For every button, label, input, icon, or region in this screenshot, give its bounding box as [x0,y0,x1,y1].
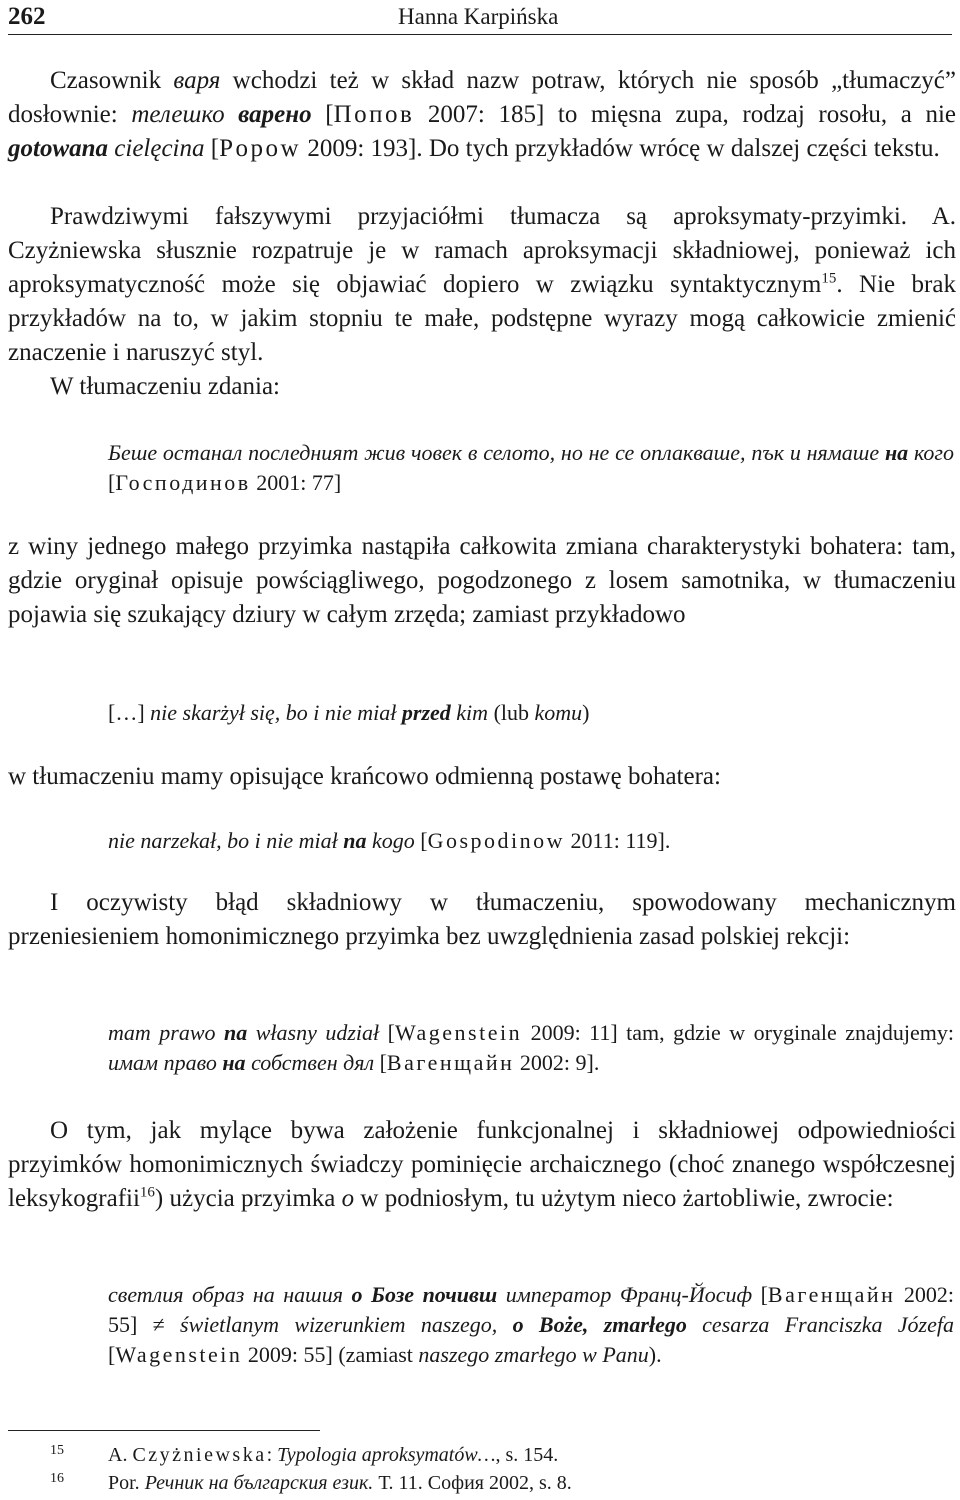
footnote-16: 16 Por. Речник на българския език. Т. 11. София 2002, s. 8. [108,1470,948,1496]
paragraph-2: Prawdziwymi fałszywymi przyjaciółmi tłumacza są aproksymaty-przyimki. A. Czyżniewska słusznie rozpatruje je w ramach aproksymacji składniowej, ponieważ ich aproksymatyczność może się objawiać dopiero w związku syntaktycznym$^{15}$. Nie brak przykładów na to, w jakim stopniu te małe, podstępne wyrazy mogą całkowicie zmienić znaczenie i naruszyć styl. [8,203,956,366]
running-head: Hanna Karpińska [398,4,559,29]
paragraph-7: O tym, jak mylące bywa założenie funkcjonalnej i składniowej odpowiedniości przyimków homonimicznych świadczy pominięcie archaicznego (choć znanego współczesnej leksykografii$^{16}$) użycia przyimka o w podniosłym, tu użytym nieco żartobliwie, zwrocie: [8,1117,956,1212]
footnote-number: 16 [50,1471,64,1486]
footnote-number: 15 [50,1443,64,1458]
footnote-divider [8,1430,320,1431]
quote-1: Беше останал последният жив човек в селото, но не се оплакваше, пък и нямаше на кого [Господинов 2001: 77] [108,440,954,495]
paragraph-5: w tłumaczeniu mamy opisujące krańcowo odmienną postawę bohatera: [8,763,721,790]
quote-3: nie narzekał, bo i nie miał na kogo [Gospodinow 2011: 119]. [108,828,671,853]
paragraph-6: I oczywisty błąd składniowy w tłumaczeniu, spowodowany mechanicznym przeniesieniem homonimicznego przyimka bez uwzględnienia zasad polskiej rekcji: [8,889,956,950]
paragraph-3: W tłumaczeniu zdania: [50,373,280,400]
footnote-ref-16: 16 [139,1184,155,1201]
paragraph-1: Czasownik варя wchodzi też w skład nazw potraw, których nie sposób „tłumaczyć” dosłownie: телешко варено [Попов 2007: 185] to mięsna zupa, rodzaj rosołu, a nie gotowana cielęcina [Popow 2009: 193]. Do tych przykładów wrócę w dalszej części tekstu. [8,67,956,162]
footnote-15: 15 A. Czyżniewska: Typologia aproksymatów…, s. 154. [108,1442,948,1468]
paragraph-4: z winy jednego małego przyimka nastąpiła całkowita zmiana charakterystyki bohatera: tam, gdzie oryginał opisuje powściągliwego, pogodzonego z losem samotnika, w tłumaczeniu pojawia się szukający dziury w całym zrzęda; zamiast przykładowo [8,533,956,628]
footnote-ref-15: 15 [821,270,837,287]
page-header [8,2,952,35]
quote-5: светлия образ на нашия о Бозе почивш император Франц-Йосиф [Вагенщайн 2002: 55] ≠ świetlanym wizerunkiem naszego, o Boże, zmarłego cesarza Franciszka Józefa [Wagenstein 2009: 55] (zamiast naszego zmarłego w Panu). [108,1282,955,1367]
quote-4: mam prawo na własny udział [Wagenstein 2009: 11] tam, gdzie w oryginale znajdujemy: имам право на собствен дял [Вагенщайн 2002: 9]. [108,1020,955,1075]
quote-2: […] nie skarżył się, bo i nie miał przed kim (lub komu) [108,700,590,725]
page-number: 262 [8,3,46,30]
